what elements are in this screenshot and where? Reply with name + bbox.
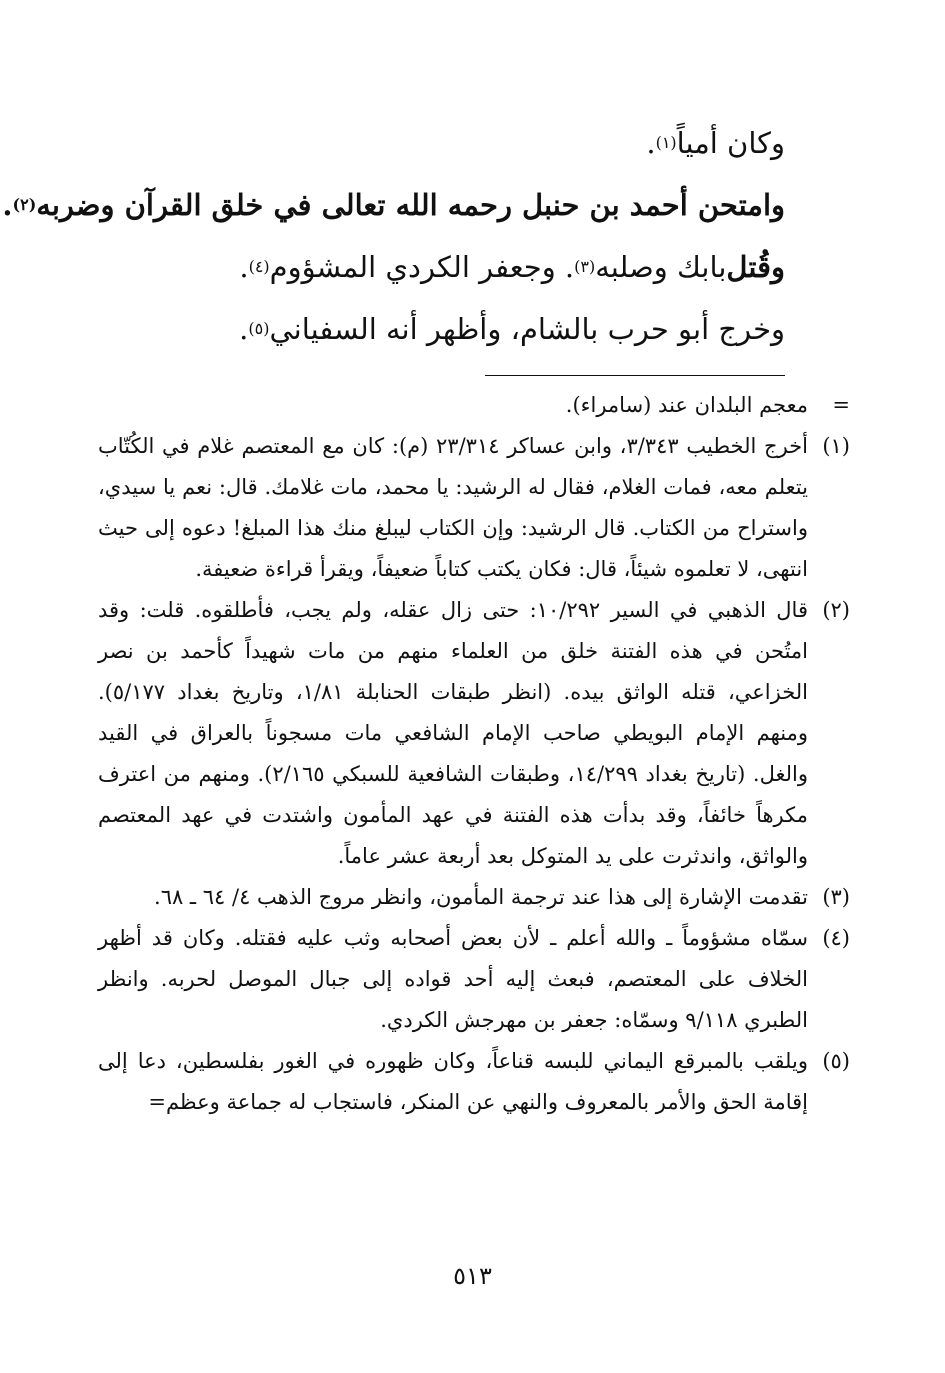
footnote-text: سمّاه مشؤوماً ـ والله أعلم ـ لأن بعض أصحابه وثب عليه فقتله. وكان قد أظهر الخلاف على المعتصم، فبعث إليه أحد قواده إلى جبال الموصل لحربه. وانظر الطبري ٩/١١٨ وسمّاه: جعفر بن مهرجش الكردي. <box>98 926 808 1032</box>
footnote-text: ويلقب بالمبرقع اليماني للبسه قناعاً، وكان ظهوره في الغور بفلسطين، دعا إلى إقامة الحق والأمر بالمعروف والنهي عن المنكر، فاستجاب له جماعة وعظم= <box>98 1049 808 1114</box>
main-line-text: وامتحن أحمد بن حنبل رحمه الله تعالى في خلق القرآن وضربه <box>36 187 785 222</box>
main-line: وخرج أبو حرب بالشام، وأظهر أنه السفياني (٥) . <box>239 311 785 346</box>
footnote <box>98 877 850 918</box>
main-line-end: . <box>239 249 249 284</box>
main-line: وقُتل بابك وصلبه (٣) . وجعفر الكردي المشؤوم (٤) . <box>239 249 785 284</box>
main-line-end: . <box>2 187 13 222</box>
footnote-label: (٥) <box>822 1049 850 1073</box>
footnotes <box>98 385 850 1123</box>
footnote-separator <box>485 375 785 376</box>
footnote-text: أخرج الخطيب ٣/٣٤٣، وابن عساكر ٢٣/٣١٤ (م): كان مع المعتصم غلام في الكُتّاب يتعلم معه، فمات الغلام، فقال له الرشيد: يا محمد، مات غلامك. قال: نعم يا سيدي، واستراح من الكتاب. قال الرشيد: وإن الكتاب ليبلغ منك هذا المبلغ! دعوه إلى حيث انتهى، لا تعلموه شيئاً، قال: فكان يكتب كتاباً ضعيفاً، ويقرأ قراءة ضعيفة. <box>98 434 808 581</box>
footnote <box>98 590 850 877</box>
main-text <box>2 112 785 360</box>
footnote-continuation <box>98 385 850 426</box>
main-line: وكان أمياً (١) . <box>646 125 785 160</box>
footnote-label: (٣) <box>822 885 850 909</box>
page-number: ٥١٣ <box>453 1262 492 1290</box>
footnote-text: معجم البلدان عند (سامراء). <box>565 393 808 417</box>
main-line-end: . <box>239 311 249 346</box>
footnote <box>98 1041 850 1123</box>
footnote-label: (١) <box>822 434 850 458</box>
footnote <box>98 918 850 1041</box>
footnote-text: قال الذهبي في السير ١٠/٢٩٢: حتى زال عقله، ولم يجب، فأطلقوه. قلت: وقد امتُحن في هذه الفتنة خلق من العلماء منهم من مات شهيداً كأحمد بن نصر الخزاعي، قتله الواثق بيده. (انظر طبقات الحنابلة ١/٨١، وتاريخ بغداد ٥/١٧٧). ومنهم الإمام البويطي صاحب الإمام الشافعي مات مسجوناً بالعراق في القيد والغل. (تاريخ بغداد ١٤/٢٩٩، وطبقات الشافعية للسبكي ٢/١٦٥). ومنهم من اعترف مكرهاً خائفاً، وقد بدأت هذه الفتنة في عهد المأمون واشتدت في عهد المعتصم والواثق، واندثرت على يد المتوكل بعد أربعة عشر عاماً. <box>98 598 808 868</box>
main-line-middle: . وجعفر الكردي المشؤوم <box>269 249 575 284</box>
main-line-text: بابك وصلبه <box>595 249 727 284</box>
footnote-label: (٢) <box>822 598 850 622</box>
footnote-label: (٤) <box>822 926 850 950</box>
footnote-label: = <box>832 393 850 417</box>
main-line: وامتحن أحمد بن حنبل رحمه الله تعالى في خلق القرآن وضربه (٢) . <box>2 187 785 222</box>
footnote <box>98 426 850 590</box>
main-line-end: . <box>646 125 656 160</box>
main-line-text: وخرج أبو حرب بالشام، وأظهر أنه السفياني <box>269 311 785 346</box>
main-line-text: وكان أمياً <box>676 125 785 160</box>
main-line-lead: وقُتل <box>726 249 785 284</box>
footnote-text: تقدمت الإشارة إلى هذا عند ترجمة المأمون، وانظر مروج الذهب ٤/ ٦٤ ـ ٦٨. <box>154 885 808 909</box>
